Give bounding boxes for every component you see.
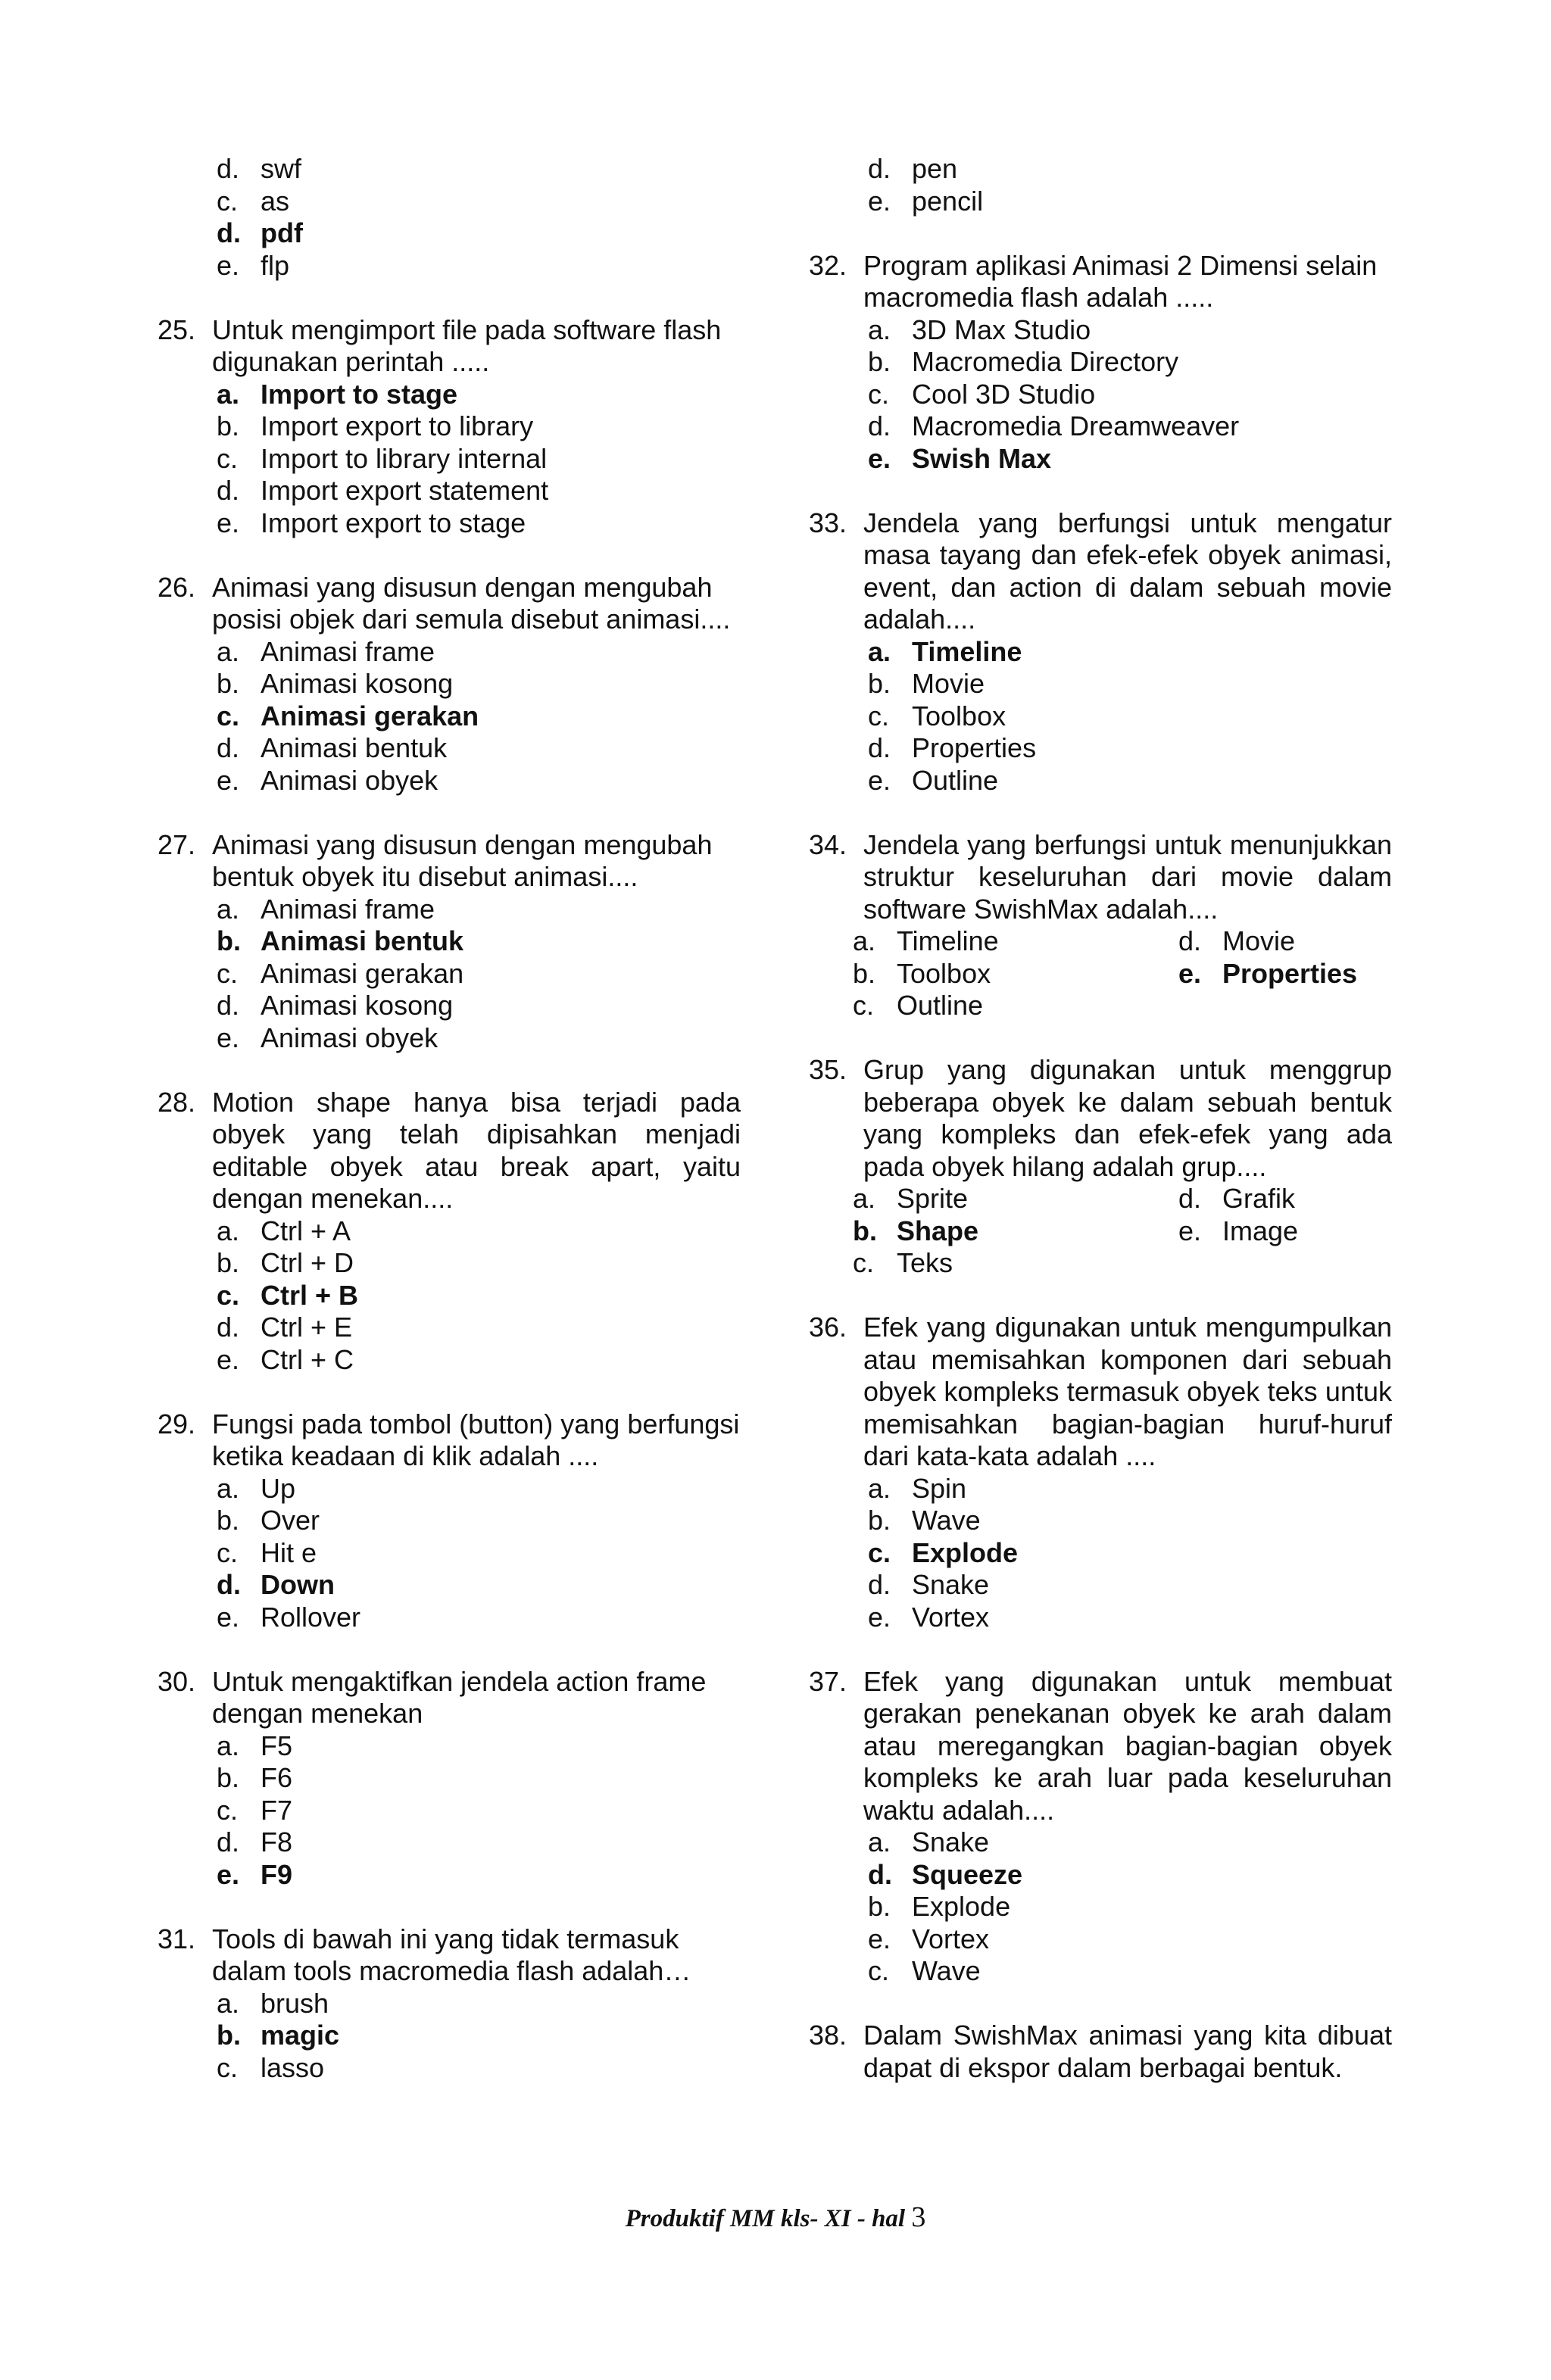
page-number: 3 — [911, 2201, 926, 2233]
option-letter: e. — [868, 1923, 891, 1954]
answer-option — [809, 1955, 1392, 1988]
answer-option — [809, 1602, 1392, 1634]
question-35 — [809, 1054, 1392, 1280]
option-letter: d. — [217, 1569, 241, 1600]
answer-option — [158, 990, 741, 1022]
answer-option — [158, 1312, 741, 1344]
option-text: Vortex — [912, 1923, 990, 1954]
option-letter: b. — [217, 925, 241, 956]
option-letter: b. — [868, 1505, 891, 1536]
answer-option — [158, 1826, 741, 1859]
option-text: Cool 3D Studio — [912, 378, 1096, 410]
answer-option — [158, 2020, 741, 2052]
option-text: Import export to library — [261, 410, 534, 441]
option-letter: e. — [217, 1858, 240, 1890]
option-letter: c. — [217, 1794, 239, 1826]
option-text: 3D Max Studio — [912, 313, 1091, 345]
option-letter: a. — [217, 635, 240, 667]
option-letter: c. — [853, 990, 875, 1021]
answer-option — [158, 894, 741, 926]
answer-option — [1178, 925, 1392, 958]
option-letter: b. — [868, 668, 891, 699]
answer-option — [868, 186, 1392, 218]
option-text: Explode — [912, 1536, 1019, 1568]
option-text: Animasi kosong — [261, 990, 454, 1021]
option-text: Spin — [912, 1472, 967, 1504]
answer-option — [809, 668, 1392, 700]
option-text: Hit e — [261, 1536, 317, 1568]
answer-option — [217, 217, 741, 250]
answer-option — [158, 1730, 741, 1763]
question-text: Jendela yang berfungsi untuk menunjukkan struktur keseluruhan dari movie dalam software SwishMax adalah.... — [863, 828, 1392, 925]
option-text: magic — [261, 2020, 340, 2051]
answer-option — [809, 636, 1392, 669]
answer-option — [809, 346, 1392, 379]
footer-label: Produktif MM kls- XI - hal — [625, 2205, 906, 2232]
answer-option — [158, 925, 741, 958]
question-text: Motion shape hanya bisa terjadi pada obyek yang telah dipisahkan menjadi editable obyek atau break apart, yaitu dengan menekan.... — [212, 1086, 741, 1214]
question-text: Animasi yang disusun dengan mengubah bentuk obyek itu disebut animasi.... — [212, 828, 713, 892]
answer-option — [853, 925, 1178, 958]
answer-option — [1178, 1183, 1392, 1215]
answer-option — [809, 379, 1392, 411]
option-text: Up — [261, 1472, 296, 1504]
option-text: Over — [261, 1505, 320, 1536]
answer-option — [158, 1537, 741, 1570]
answer-option — [158, 475, 741, 507]
answer-option — [158, 1988, 741, 2020]
answer-option — [809, 1859, 1392, 1892]
option-letter: d. — [868, 410, 891, 441]
option-text: flp — [261, 249, 290, 281]
answer-option — [809, 314, 1392, 347]
option-letter: b. — [217, 2020, 241, 2051]
answer-option — [809, 1923, 1392, 1956]
answer-option — [158, 1215, 741, 1248]
option-letter: c. — [868, 1536, 891, 1568]
answer-option — [158, 732, 741, 765]
question-34 — [809, 829, 1392, 1022]
option-text: Animasi bentuk — [261, 925, 464, 956]
question-text: Fungsi pada tombol (button) yang berfungsi ketika keadaan di klik adalah .... — [212, 1408, 740, 1471]
question-number: 34. — [809, 828, 847, 860]
option-letter: b. — [868, 1891, 891, 1922]
option-letter: e. — [217, 764, 240, 796]
option-letter: c. — [217, 957, 239, 989]
option-text: lasso — [261, 2051, 325, 2083]
option-letter: c. — [868, 378, 890, 410]
option-text: Image — [1222, 1215, 1299, 1246]
option-letter: c. — [868, 700, 890, 731]
answer-option — [809, 765, 1392, 797]
option-letter: d. — [868, 732, 891, 763]
answer-option — [1178, 958, 1392, 990]
question-text: Jendela yang berfungsi untuk mengatur masa tayang dan efek-efek obyek animasi, event, dan action di dalam sebuah movie adalah.... — [863, 507, 1392, 635]
answer-option — [158, 1280, 741, 1312]
option-text: Import to stage — [261, 378, 458, 410]
answer-option — [853, 990, 1178, 1022]
option-letter: c. — [217, 442, 239, 474]
right-column — [809, 153, 1392, 2084]
option-text: Outline — [912, 764, 999, 796]
option-letter: b. — [217, 668, 240, 699]
answer-option — [158, 1795, 741, 1827]
answer-option — [809, 443, 1392, 476]
answer-option — [809, 1891, 1392, 1923]
option-letter: d. — [217, 153, 240, 184]
option-text: Import export statement — [261, 475, 549, 506]
option-text: Ctrl + D — [261, 1247, 354, 1278]
option-text: Animasi frame — [261, 635, 435, 667]
question-27 — [158, 829, 741, 1055]
option-text: pencil — [912, 185, 984, 217]
answer-option — [809, 1505, 1392, 1537]
option-text: Teks — [897, 1247, 953, 1278]
question-number: 38. — [809, 2020, 847, 2051]
option-letter: e. — [868, 764, 891, 796]
option-letter: d. — [217, 990, 240, 1021]
option-letter: b. — [853, 1215, 877, 1246]
question-number: 25. — [158, 313, 196, 345]
option-letter: e. — [217, 1601, 240, 1633]
option-text: Import export to stage — [261, 507, 526, 538]
answer-option — [158, 1762, 741, 1795]
option-text: Swish Max — [912, 442, 1052, 474]
option-text: Grafik — [1222, 1183, 1296, 1214]
option-text: Rollover — [261, 1601, 361, 1633]
answer-option — [158, 410, 741, 443]
right-leading-options — [809, 153, 1392, 217]
option-letter: e. — [868, 442, 891, 474]
question-30 — [158, 1666, 741, 1892]
option-text: Wave — [912, 1955, 981, 1986]
left-questions — [158, 314, 741, 2085]
option-letter: d. — [217, 1826, 240, 1858]
question-36 — [809, 1312, 1392, 1633]
question-number: 35. — [809, 1054, 847, 1085]
answer-option — [158, 1602, 741, 1634]
option-letter: d. — [868, 153, 891, 184]
answer-option — [158, 507, 741, 540]
option-text: Movie — [1222, 925, 1296, 956]
option-text: Animasi obyek — [261, 1022, 438, 1053]
page-footer — [0, 2201, 1551, 2234]
answer-option — [158, 1859, 741, 1892]
option-text: Snake — [912, 1569, 990, 1600]
option-letter: a. — [853, 925, 876, 956]
option-text: Movie — [912, 668, 985, 699]
option-text: F6 — [261, 1762, 293, 1793]
question-33 — [809, 507, 1392, 797]
option-letter: b. — [853, 957, 876, 989]
option-text: Ctrl + E — [261, 1312, 353, 1343]
option-letter: a. — [217, 378, 240, 410]
option-letter: c. — [217, 185, 239, 217]
option-text: F5 — [261, 1730, 293, 1761]
question-text: Efek yang digunakan untuk mengumpulkan atau memisahkan komponen dari sebuah obyek kompleks termasuk obyek teks untuk memisahkan bagian-bagian huruf-huruf dari kata-kata adalah .... — [863, 1312, 1392, 1471]
option-letter: a. — [853, 1183, 876, 1214]
answer-option — [158, 636, 741, 669]
question-text: Untuk mengaktifkan jendela action frame dengan menekan — [212, 1665, 707, 1729]
option-letter: a. — [217, 1730, 240, 1761]
answer-option — [158, 2052, 741, 2085]
answer-option — [158, 765, 741, 797]
option-letter: a. — [217, 893, 240, 925]
question-number: 26. — [158, 571, 196, 603]
option-letter: e. — [868, 1601, 891, 1633]
option-letter: b. — [217, 1762, 240, 1793]
answer-option — [809, 1537, 1392, 1570]
answer-option — [158, 958, 741, 990]
option-letter: e. — [217, 1343, 240, 1375]
option-letter: d. — [868, 1569, 891, 1600]
option-text: Wave — [912, 1505, 981, 1536]
question-number: 37. — [809, 1665, 847, 1697]
answer-option — [853, 1215, 1178, 1248]
answer-option — [809, 732, 1392, 765]
option-text: F8 — [261, 1826, 293, 1858]
question-number: 30. — [158, 1665, 196, 1697]
option-letter: a. — [217, 1472, 240, 1504]
option-text: Animasi kosong — [261, 668, 454, 699]
option-letter: a. — [868, 1472, 891, 1504]
option-letter: a. — [868, 313, 891, 345]
option-text: Animasi bentuk — [261, 732, 448, 763]
answer-option — [809, 700, 1392, 733]
option-text: Properties — [1222, 957, 1358, 989]
option-text: Vortex — [912, 1601, 990, 1633]
option-letter: d. — [217, 217, 241, 248]
option-letter: b. — [217, 410, 240, 441]
answer-option — [158, 379, 741, 411]
question-38 — [809, 2020, 1392, 2084]
option-text: pdf — [261, 217, 303, 248]
option-text: F9 — [261, 1858, 293, 1890]
answer-option — [158, 1569, 741, 1602]
option-letter: a. — [868, 635, 891, 667]
option-text: Properties — [912, 732, 1037, 763]
question-text: Animasi yang disusun dengan mengubah posisi objek dari semula disebut animasi.... — [212, 571, 731, 635]
option-letter: b. — [217, 1247, 240, 1278]
option-letter: e. — [217, 1022, 240, 1053]
question-29 — [158, 1408, 741, 1634]
option-text: Timeline — [912, 635, 1022, 667]
option-letter: c. — [217, 1536, 239, 1568]
answer-option — [853, 1247, 1178, 1280]
option-text: Sprite — [897, 1183, 969, 1214]
question-26 — [158, 572, 741, 797]
option-text: Import to library internal — [261, 442, 548, 474]
option-text: Snake — [912, 1826, 990, 1858]
answer-option — [158, 443, 741, 476]
question-text: Efek yang digunakan untuk membuat gerakan penekanan obyek ke arah dalam atau meregangkan bagian-bagian obyek kompleks ke arah luar pada keseluruhan waktu adalah.... — [863, 1665, 1392, 1826]
question-37 — [809, 1666, 1392, 1988]
option-text: pen — [912, 153, 958, 184]
option-text: Timeline — [897, 925, 999, 956]
option-text: Animasi frame — [261, 893, 435, 925]
option-text: Macromedia Dreamweaver — [912, 410, 1240, 441]
option-text: Explode — [912, 1891, 1011, 1922]
option-letter: d. — [217, 732, 240, 763]
option-text: brush — [261, 1987, 329, 2019]
answer-option — [158, 700, 741, 733]
option-text: Animasi obyek — [261, 764, 438, 796]
answer-option — [853, 1183, 1178, 1215]
option-text: Ctrl + C — [261, 1343, 354, 1375]
answer-option — [1178, 1215, 1392, 1248]
option-letter: b. — [217, 1505, 240, 1536]
question-number: 32. — [809, 249, 847, 281]
option-text: Animasi gerakan — [261, 957, 464, 989]
option-letter: c. — [868, 1955, 890, 1986]
option-text: Shape — [897, 1215, 979, 1246]
option-letter: c. — [217, 700, 240, 731]
option-text: F7 — [261, 1794, 293, 1826]
question-number: 29. — [158, 1408, 196, 1440]
answer-option — [809, 410, 1392, 443]
question-text: Grup yang digunakan untuk menggrup beberapa obyek ke dalam sebuah bentuk yang kompleks dan efek-efek yang ada pada obyek hilang adalah grup.... — [863, 1054, 1392, 1182]
option-letter: e. — [1178, 957, 1202, 989]
option-letter: d. — [868, 1858, 892, 1890]
option-text: Ctrl + A — [261, 1215, 351, 1246]
option-text: Ctrl + B — [261, 1279, 359, 1311]
question-text: Dalam SwishMax animasi yang kita dibuat dapat di ekspor dalam berbagai bentuk. — [863, 2020, 1392, 2083]
option-letter: e. — [1178, 1215, 1202, 1246]
option-text: Animasi gerakan — [261, 700, 479, 731]
option-letter: a. — [217, 1987, 240, 2019]
question-number: 36. — [809, 1312, 847, 1343]
answer-option — [217, 250, 741, 282]
option-text: Outline — [897, 990, 984, 1021]
question-number: 28. — [158, 1086, 196, 1118]
question-number: 27. — [158, 828, 196, 860]
option-letter: e. — [868, 185, 891, 217]
option-letter: d. — [1178, 925, 1202, 956]
option-letter: b. — [868, 346, 891, 377]
option-text: Toolbox — [912, 700, 1006, 731]
option-text: Down — [261, 1569, 335, 1600]
question-number: 33. — [809, 507, 847, 538]
left-leading-options — [158, 153, 741, 282]
option-text: swf — [261, 153, 301, 184]
option-text: Macromedia Directory — [912, 346, 1179, 377]
answer-option — [868, 153, 1392, 186]
answer-option — [158, 1505, 741, 1537]
question-32 — [809, 250, 1392, 476]
option-letter: d. — [1178, 1183, 1202, 1214]
answer-option — [809, 1473, 1392, 1505]
question-number: 31. — [158, 1923, 196, 1954]
option-letter: c. — [217, 2051, 239, 2083]
question-text: Program aplikasi Animasi 2 Dimensi selain macromedia flash adalah ..... — [863, 249, 1378, 313]
option-letter: d. — [217, 1312, 240, 1343]
answer-option — [158, 1247, 741, 1280]
answer-option — [158, 1473, 741, 1505]
answer-option — [217, 186, 741, 218]
option-letter: a. — [217, 1215, 240, 1246]
option-letter: d. — [217, 475, 240, 506]
question-28 — [158, 1087, 741, 1377]
option-letter: c. — [853, 1247, 875, 1278]
option-letter: c. — [217, 1279, 240, 1311]
option-letter: e. — [217, 249, 240, 281]
answer-option — [809, 1569, 1392, 1602]
option-text: Squeeze — [912, 1858, 1023, 1890]
answer-option — [217, 153, 741, 186]
question-text: Tools di bawah ini yang tidak termasuk dalam tools macromedia flash adalah… — [212, 1923, 691, 1986]
answer-option — [158, 1344, 741, 1377]
question-25 — [158, 314, 741, 540]
left-column — [158, 153, 741, 2084]
answer-option — [809, 1826, 1392, 1859]
option-text: Toolbox — [897, 957, 991, 989]
option-letter: a. — [868, 1826, 891, 1858]
answer-option — [853, 958, 1178, 990]
question-text: Untuk mengimport file pada software flash digunakan perintah ..... — [212, 313, 722, 377]
option-letter: e. — [217, 507, 240, 538]
answer-option — [158, 668, 741, 700]
question-31 — [158, 1923, 741, 2085]
option-text: as — [261, 185, 290, 217]
answer-option — [158, 1022, 741, 1055]
